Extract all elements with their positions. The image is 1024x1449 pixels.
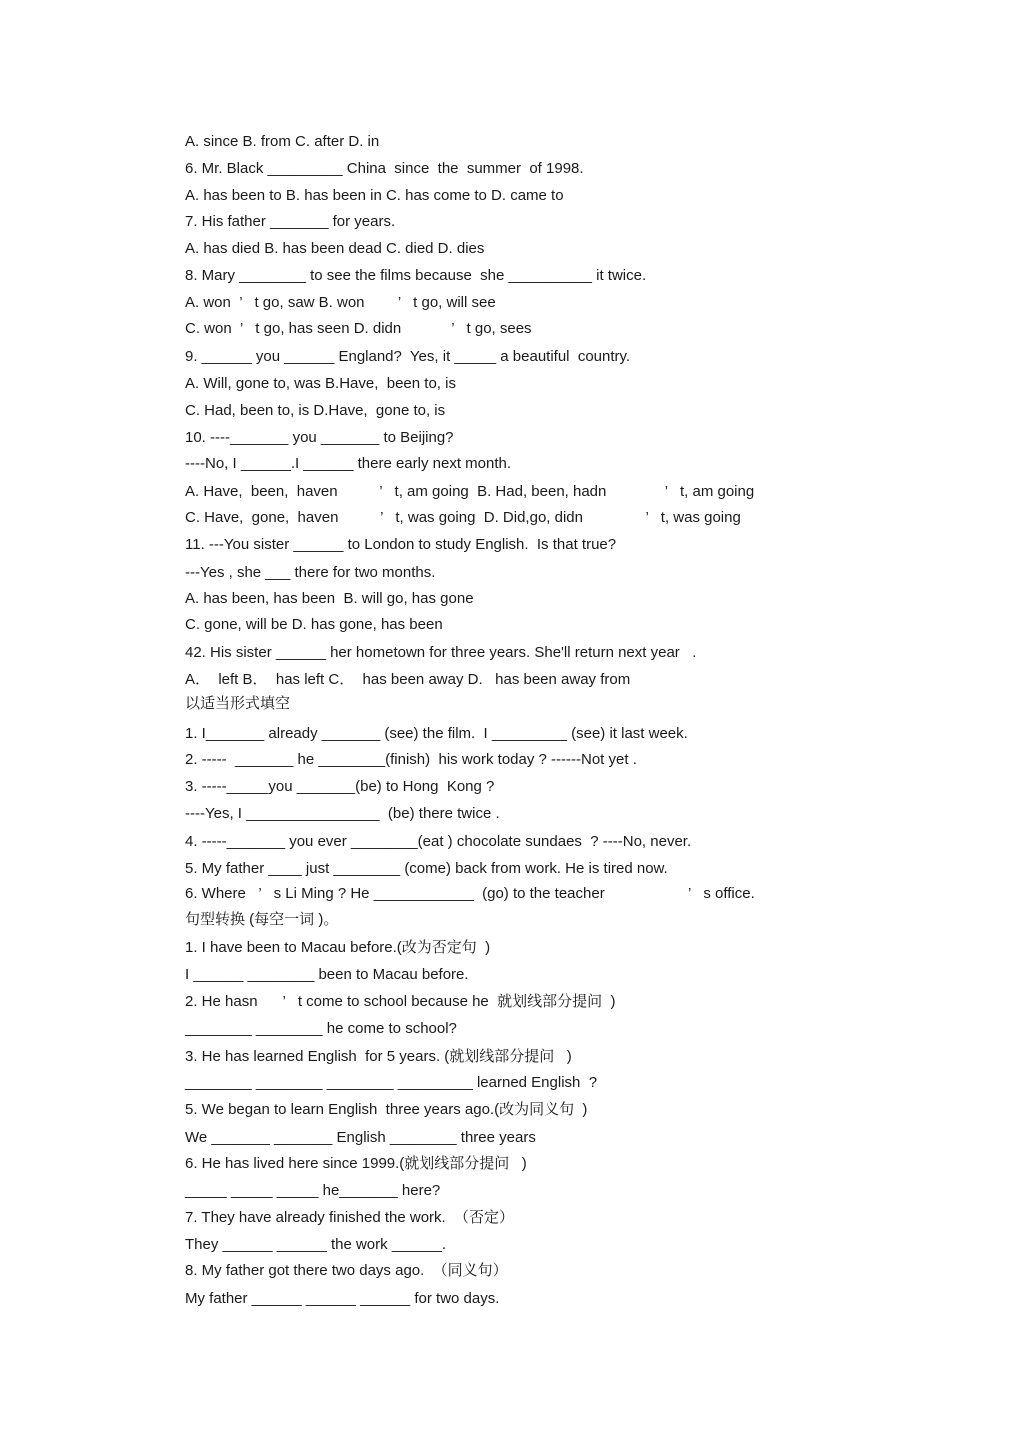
text-line: 42. His sister ______ her hometown for three years. She'll return next year .	[185, 644, 697, 661]
text-line: 10. ----_______ you _______ to Beijing?	[185, 429, 454, 446]
text-line: ----Yes, I ________________ (be) there twice .	[185, 805, 500, 822]
text-line: 3. -----_____you _______(be) to Hong Kong ?	[185, 778, 495, 795]
text-line: We _______ _______ English ________ three years	[185, 1129, 536, 1146]
text-line: 4. -----_______ you ever ________(eat ) chocolate sundaes ? ----No, never.	[185, 833, 692, 850]
text-line: 9. ______ you ______ England? Yes, it _____ a beautiful country.	[185, 348, 631, 365]
text-line: C. won ’ t go, has seen D. didn ’ t go, sees	[185, 320, 532, 337]
text-line: 6. Where ’ s Li Ming ? He ____________ (go) to the teacher ’ s office.	[185, 885, 755, 902]
section-heading: 以适当形式填空	[185, 695, 291, 712]
text-line: A. won ’ t go, saw B. won ’ t go, will see	[185, 294, 496, 311]
text-line: 7. His father _______ for years.	[185, 213, 396, 230]
text-line: 5. My father ____ just ________ (come) back from work. He is tired now.	[185, 860, 668, 877]
text-line: 5. We began to learn English three years ago.(改为同义句 )	[185, 1101, 588, 1118]
text-line: 8. Mary ________ to see the films because she __________ it twice.	[185, 267, 647, 284]
text-line: A. has been to B. has been in C. has come to D. came to	[185, 187, 564, 204]
text-line: A. Have, been, haven ’ t, am going B. Had, been, hadn ’ t, am going	[185, 483, 755, 500]
text-line: C. gone, will be D. has gone, has been	[185, 616, 443, 633]
text-line: A. since B. from C. after D. in	[185, 133, 380, 150]
text-line: 2. ----- _______ he ________(finish) his work today ? ------Not yet .	[185, 751, 637, 768]
text-line: 6. He has lived here since 1999.(就划线部分提问 )	[185, 1155, 527, 1172]
text-line: 1. I have been to Macau before.(改为否定句 )	[185, 939, 491, 956]
text-line: 2. He hasn ’ t come to school because he 就划线部分提问 )	[185, 993, 616, 1010]
text-line: ----No, I ______.I ______ there early next month.	[185, 455, 512, 472]
text-line: 6. Mr. Black _________ China since the summer of 1998.	[185, 160, 584, 177]
text-line: 7. They have already finished the work. （否定）	[185, 1209, 515, 1226]
text-line: C. Had, been to, is D.Have, gone to, is	[185, 402, 446, 419]
text-line: They ______ ______ the work ______.	[185, 1236, 447, 1253]
text-line: ________ ________ he come to school?	[185, 1020, 457, 1037]
text-line: 8. My father got there two days ago. （同义句）	[185, 1262, 508, 1279]
text-line: A. has been, has been B. will go, has gone	[185, 590, 474, 607]
text-line: 3. He has learned English for 5 years. (就划线部分提问 )	[185, 1048, 572, 1065]
text-line: A． left B． has left C． has been away D. has been away from	[185, 671, 631, 688]
section-heading: 句型转换 (每空一词 )。	[185, 911, 339, 928]
text-line: A. Will, gone to, was B.Have, been to, is	[185, 375, 456, 392]
text-line: A. has died B. has been dead C. died D. dies	[185, 240, 485, 257]
text-line: ________ ________ ________ _________ learned English ?	[185, 1074, 598, 1091]
text-line: 11. ---You sister ______ to London to study English. Is that true?	[185, 536, 617, 553]
text-line: ---Yes , she ___ there for two months.	[185, 564, 436, 581]
text-line: C. Have, gone, haven ’ t, was going D. Did,go, didn ’ t, was going	[185, 509, 741, 526]
text-line: _____ _____ _____ he_______ here?	[185, 1182, 441, 1199]
text-line: 1. I_______ already _______ (see) the film. I _________ (see) it last week.	[185, 725, 688, 742]
text-line: My father ______ ______ ______ for two days.	[185, 1290, 500, 1307]
text-line: I ______ ________ been to Macau before.	[185, 966, 469, 983]
